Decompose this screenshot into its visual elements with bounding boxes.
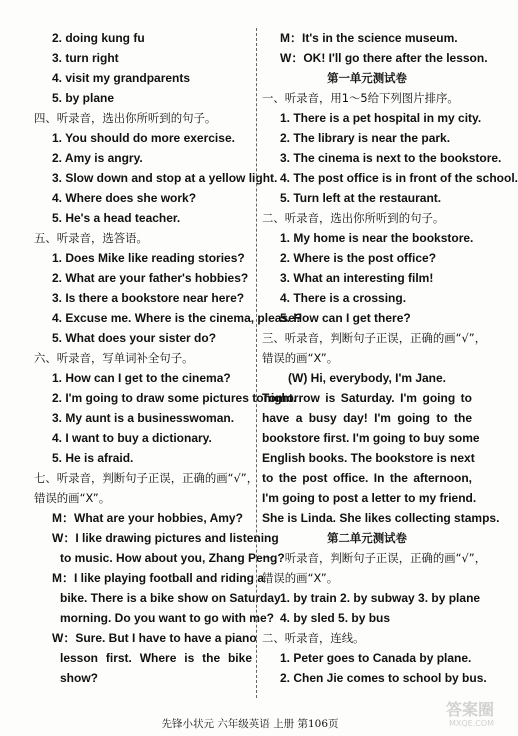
text-line: English books. The bookstore is next (262, 451, 475, 465)
text-line: She is Linda. She likes collecting stamps. (262, 511, 500, 525)
watermark-text: 答案圈 (445, 700, 494, 719)
text-line: bookstore first. I'm going to buy some (262, 431, 480, 445)
left-column (34, 28, 303, 688)
text-line: 4. by sled 5. by bus (280, 611, 391, 625)
watermark-logo (416, 702, 494, 732)
text-line: 5. He's a head teacher. (52, 211, 181, 225)
text-line: 5. by plane (52, 91, 115, 105)
text-line: 七、听录音，判断句子正误，正确的画“√”， (34, 471, 259, 485)
text-line: 4. Where does she work? (52, 191, 197, 205)
text-line: 5. He is afraid. (52, 451, 134, 465)
text-line: 错误的画“X”。 (262, 351, 339, 365)
text-line: 一、听录音，判断句子正误，正确的画“√”， (262, 551, 487, 565)
text-line: 1. How can I get to the cinema? (52, 371, 231, 385)
text-line: 第二单元测试卷 (327, 531, 407, 545)
right-column (262, 28, 518, 688)
text-line: M：It's in the science museum. (280, 31, 458, 45)
text-line: 错误的画“X”。 (34, 491, 111, 505)
text-line: 2. Amy is angry. (52, 151, 143, 165)
text-line: 3. turn right (52, 51, 119, 65)
text-line: 二、听录音，连线。 (262, 631, 365, 645)
text-line: 1. by train 2. by subway 3. by plane (280, 591, 481, 605)
text-line: to music. How about you, Zhang Peng? (60, 551, 285, 565)
text-line: 1. My home is near the bookstore. (280, 231, 474, 245)
text-line: 一、听录音，用1～5给下列图片排序。 (262, 91, 459, 105)
text-line: 2. I'm going to draw some pictures tonight. (52, 391, 297, 405)
text-line: 3. My aunt is a businesswoman. (52, 411, 235, 425)
text-line: morning. Do you want to go with me? (60, 611, 274, 625)
text-line: 四、听录音，选出你所听到的句子。 (34, 111, 217, 125)
text-line: M：I like playing football and riding a (52, 571, 265, 585)
text-line: 1. Does Mike like reading stories? (52, 251, 245, 265)
page-footer: 先锋小状元 六年级英语 上册 第106页 (161, 718, 339, 730)
text-line: W：I like drawing pictures and listening (52, 531, 279, 545)
text-line: 2. Where is the post office? (280, 251, 437, 265)
text-line: 错误的画“X”。 (262, 571, 339, 585)
text-line: show? (60, 671, 98, 685)
text-line: 4. The post office is in front of the school. (280, 171, 518, 185)
text-line: 2. The library is near the park. (280, 131, 451, 145)
text-line: 5. Turn left at the restaurant. (280, 191, 442, 205)
text-line: 五、听录音，选答语。 (34, 231, 148, 245)
text-line: 1. Peter goes to Canada by plane. (280, 651, 472, 665)
text-line: W：Sure. But I have to have a piano (52, 631, 257, 645)
text-line: 1. You should do more exercise. (52, 131, 235, 145)
text-line: to the post office. In the afternoon, (262, 471, 472, 485)
text-line: 2. What are your father's hobbies? (52, 271, 249, 285)
text-line: 六、听录音，写单词补全句子。 (34, 351, 194, 365)
text-line: W：OK! I'll go there after the lesson. (280, 51, 488, 65)
text-line: 4. Excuse me. Where is the cinema, please? (52, 311, 303, 325)
text-line: 2. doing kung fu (52, 31, 145, 45)
text-line: 3. Slow down and stop at a yellow light. (52, 171, 278, 185)
text-line: 4. There is a crossing. (280, 291, 407, 305)
text-line: 第一单元测试卷 (327, 71, 407, 85)
text-line: have a busy day! I'm going to the (262, 411, 472, 425)
text-line: 1. There is a pet hospital in my city. (280, 111, 482, 125)
text-line: M：What are your hobbies, Amy? (52, 511, 243, 525)
text-line: (W) Hi, everybody, I'm Jane. (288, 371, 447, 385)
text-line: 4. visit my grandparents (52, 71, 191, 85)
text-line: 三、听录音，判断句子正误，正确的画“√”， (262, 331, 487, 345)
column-divider (256, 28, 257, 698)
text-line: 3. The cinema is next to the bookstore. (280, 151, 502, 165)
text-line: 3. What an interesting film! (280, 271, 434, 285)
text-line: 2. Chen Jie comes to school by bus. (280, 671, 487, 685)
text-line: I'm going to post a letter to my friend. (262, 491, 477, 505)
text-line: bike. There is a bike show on Saturday (60, 591, 281, 605)
watermark-url: MXQE.COM (448, 719, 494, 728)
text-line: 二、听录音，选出你所听到的句子。 (262, 211, 445, 225)
text-line: 3. Is there a bookstore near here? (52, 291, 245, 305)
text-line: 4. I want to buy a dictionary. (52, 431, 212, 445)
text-line: lesson first. Where is the bike (60, 651, 252, 665)
text-line: 5. How can I get there? (280, 311, 411, 325)
text-line: Tomorrow is Saturday. I'm going to (262, 391, 472, 405)
text-line: 5. What does your sister do? (52, 331, 217, 345)
